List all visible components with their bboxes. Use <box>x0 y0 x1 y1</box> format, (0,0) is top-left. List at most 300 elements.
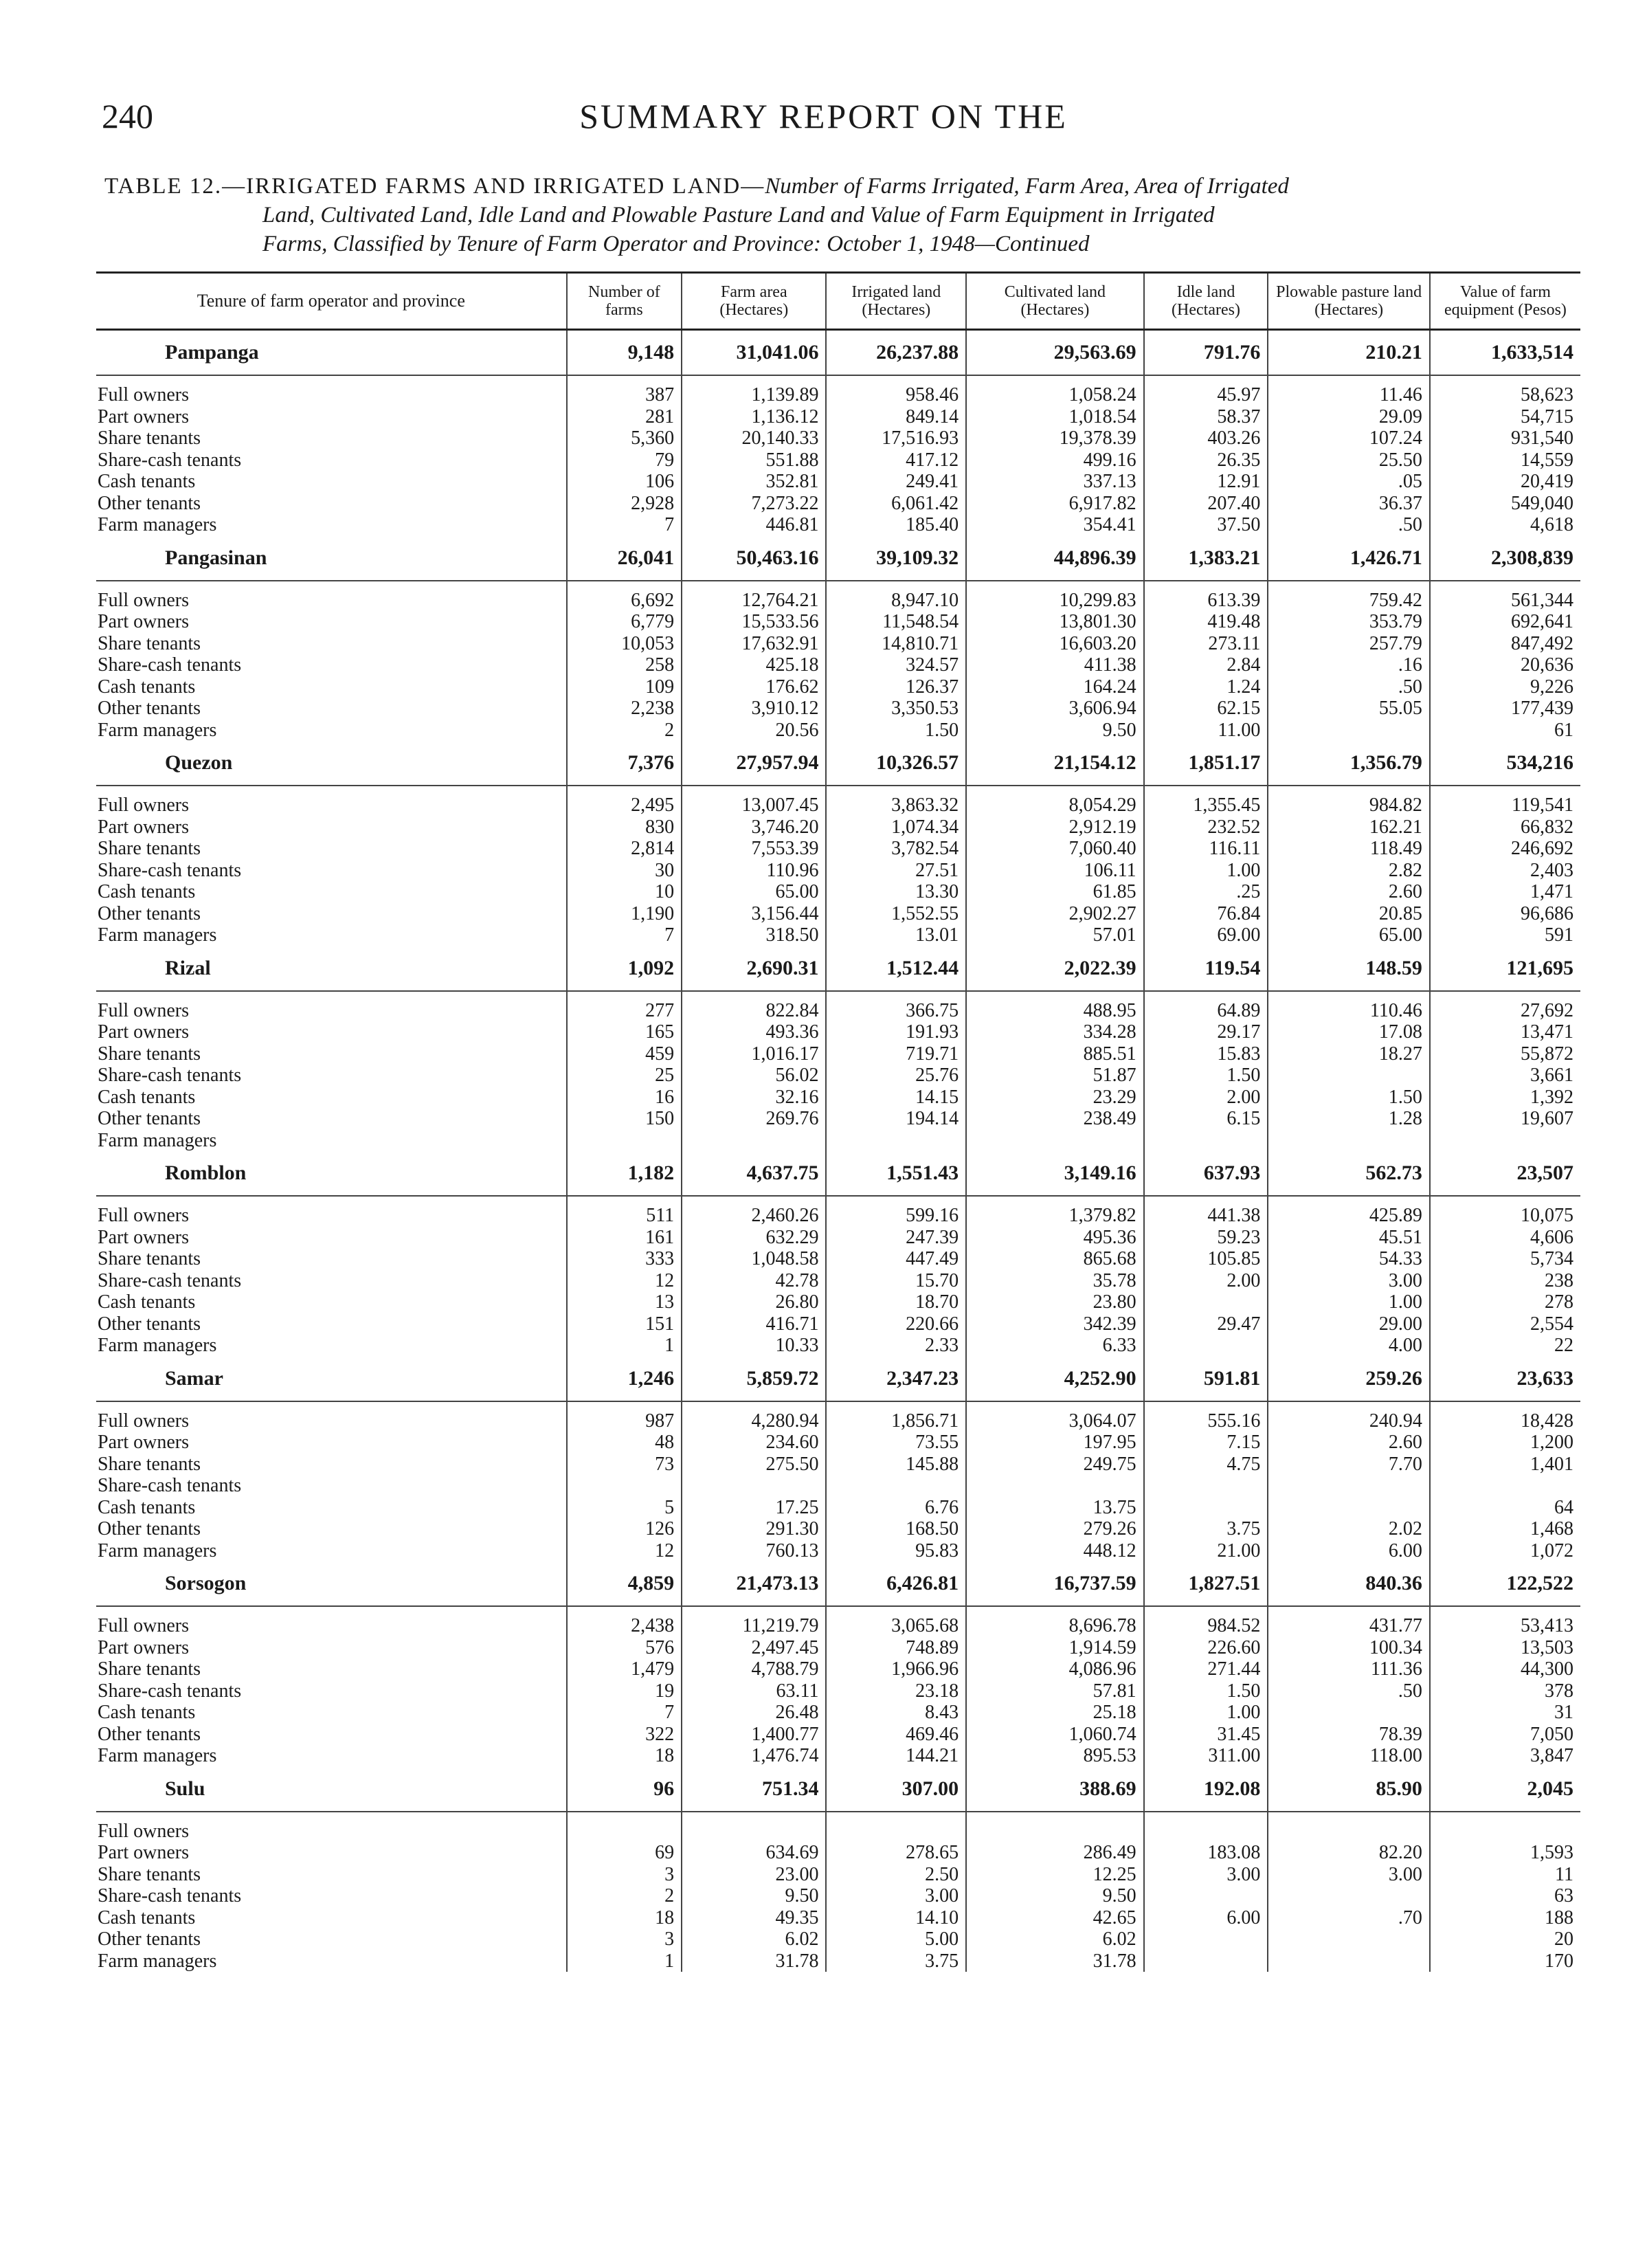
table-cell: 403.26 <box>1144 427 1268 449</box>
table-cell: 1.00 <box>1268 1291 1429 1313</box>
table-cell: 2 <box>567 1885 682 1907</box>
table-cell <box>567 1812 682 1843</box>
table-cell: 26.80 <box>682 1291 826 1313</box>
table-row <box>96 786 1580 816</box>
table-cell: 337.13 <box>966 471 1143 493</box>
table-cell: 23,507 <box>1430 1151 1580 1196</box>
table-cell: 105.85 <box>1144 1248 1268 1270</box>
table-cell: 1,471 <box>1430 881 1580 903</box>
statistics-table <box>96 271 1580 1972</box>
province-name: Rizal <box>96 946 567 991</box>
table-cell: 35.78 <box>966 1270 1143 1292</box>
table-row <box>96 1043 1580 1065</box>
table-cell: 27,957.94 <box>682 741 826 786</box>
table-cell: 26,041 <box>567 536 682 581</box>
table-cell: 7 <box>567 924 682 946</box>
table-cell: 12.91 <box>1144 471 1268 493</box>
table-cell: 387 <box>567 375 682 406</box>
table-cell: 16,737.59 <box>966 1561 1143 1606</box>
table-cell: 459 <box>567 1043 682 1065</box>
table-cell: 238 <box>1430 1270 1580 1292</box>
table-row <box>96 1606 1580 1637</box>
table-cell: 719.71 <box>826 1043 966 1065</box>
table-cell: 10,075 <box>1430 1196 1580 1227</box>
table-cell: 311.00 <box>1144 1745 1268 1767</box>
table-cell: 15.70 <box>826 1270 966 1292</box>
table-cell: 488.95 <box>966 991 1143 1022</box>
table-row <box>96 1065 1580 1087</box>
table-cell: 3,746.20 <box>682 816 826 838</box>
table-cell: 54.33 <box>1268 1248 1429 1270</box>
table-cell: 1,401 <box>1430 1454 1580 1476</box>
table-cell: 9.50 <box>682 1885 826 1907</box>
table-cell: .70 <box>1268 1907 1429 1929</box>
tenure-label: Cash tenants <box>98 1496 196 1518</box>
table-cell: 42.78 <box>682 1270 826 1292</box>
table-cell: 9.50 <box>966 1885 1143 1907</box>
table-cell: 2,928 <box>567 493 682 515</box>
table-cell: 441.38 <box>1144 1196 1268 1227</box>
table-cell: 551.88 <box>682 449 826 471</box>
table-cell: 378 <box>1430 1680 1580 1702</box>
table-cell: 11.46 <box>1268 375 1429 406</box>
province-total-row <box>96 1357 1580 1401</box>
table-cell: 1,551.43 <box>826 1151 966 1196</box>
table-cell: 126.37 <box>826 676 966 698</box>
province-total-row <box>96 1767 1580 1812</box>
table-cell: 48 <box>567 1432 682 1454</box>
table-cell: 1,392 <box>1430 1087 1580 1109</box>
table-row <box>96 1108 1580 1130</box>
table-cell: 3,149.16 <box>966 1151 1143 1196</box>
table-cell: 3,606.94 <box>966 698 1143 720</box>
table-row <box>96 1432 1580 1454</box>
table-row <box>96 471 1580 493</box>
table-cell: 5.00 <box>826 1928 966 1950</box>
table-cell: 576 <box>567 1637 682 1659</box>
table-cell: 8.43 <box>826 1702 966 1724</box>
table-row <box>96 1291 1580 1313</box>
table-cell: 849.14 <box>826 406 966 428</box>
table-cell: 1,479 <box>567 1658 682 1680</box>
table-cell: 431.77 <box>1268 1606 1429 1637</box>
table-row <box>96 1637 1580 1659</box>
table-cell <box>1268 720 1429 742</box>
table-cell: 634.69 <box>682 1842 826 1864</box>
tenure-label: Share tenants <box>98 838 201 859</box>
table-cell: 2.00 <box>1144 1087 1268 1109</box>
tenure-label: Part owners <box>98 1021 189 1043</box>
table-cell: 2,403 <box>1430 860 1580 882</box>
table-cell: 6,779 <box>567 611 682 633</box>
table-cell: 13 <box>567 1291 682 1313</box>
table-cell: 16 <box>567 1087 682 1109</box>
table-cell: 100.34 <box>1268 1637 1429 1659</box>
table-cell: 96,686 <box>1430 903 1580 925</box>
province-total-row <box>96 330 1580 376</box>
table-row <box>96 1724 1580 1746</box>
table-cell: 220.66 <box>826 1313 966 1335</box>
table-cell: 1,058.24 <box>966 375 1143 406</box>
table-cell: 119,541 <box>1430 786 1580 816</box>
table-cell: 3,350.53 <box>826 698 966 720</box>
table-cell: 12,764.21 <box>682 581 826 612</box>
table-cell: 6,061.42 <box>826 493 966 515</box>
table-cell <box>1144 1291 1268 1313</box>
table-cell: 1.50 <box>1144 1680 1268 1702</box>
table-cell: 210.21 <box>1268 330 1429 376</box>
table-row <box>96 676 1580 698</box>
table-cell: 247.39 <box>826 1227 966 1249</box>
table-cell: 425.89 <box>1268 1196 1429 1227</box>
table-row <box>96 1087 1580 1109</box>
province-name: Samar <box>96 1357 567 1401</box>
table-row <box>96 698 1580 720</box>
table-cell: 2,238 <box>567 698 682 720</box>
table-row <box>96 1313 1580 1335</box>
tenure-label: Full owners <box>98 794 189 816</box>
table-cell: 194.14 <box>826 1108 966 1130</box>
table-cell: 161 <box>567 1227 682 1249</box>
tenure-label: Full owners <box>98 999 189 1021</box>
table-cell: .16 <box>1268 654 1429 676</box>
table-cell: 31.78 <box>966 1950 1143 1972</box>
table-cell: 637.93 <box>1144 1151 1268 1196</box>
table-cell: 1.00 <box>1144 1702 1268 1724</box>
table-cell: 318.50 <box>682 924 826 946</box>
table-cell: 58,623 <box>1430 375 1580 406</box>
table-cell <box>567 1475 682 1497</box>
column-header: Number of farms <box>567 273 682 330</box>
table-cell: 599.16 <box>826 1196 966 1227</box>
table-cell: 17.25 <box>682 1497 826 1519</box>
table-row <box>96 1680 1580 1702</box>
table-row <box>96 1950 1580 1972</box>
province-name: Pampanga <box>96 330 567 376</box>
table-cell: 259.26 <box>1268 1357 1429 1401</box>
table-cell: 1,468 <box>1430 1518 1580 1540</box>
table-cell: 13,007.45 <box>682 786 826 816</box>
running-title: SUMMARY REPORT ON THE <box>579 97 1068 135</box>
table-cell: 170 <box>1430 1950 1580 1972</box>
table-cell: 107.24 <box>1268 427 1429 449</box>
table-cell: 958.46 <box>826 375 966 406</box>
table-cell <box>1268 1130 1429 1152</box>
table-cell: 8,696.78 <box>966 1606 1143 1637</box>
table-cell: 12 <box>567 1270 682 1292</box>
table-cell: 388.69 <box>966 1767 1143 1812</box>
table-cell: 324.57 <box>826 654 966 676</box>
table-cell: 4,788.79 <box>682 1658 826 1680</box>
table-cell: 411.38 <box>966 654 1143 676</box>
table-cell: 1 <box>567 1950 682 1972</box>
table-cell: 64.89 <box>1144 991 1268 1022</box>
tenure-label: Cash tenants <box>98 1291 196 1313</box>
table-row <box>96 1270 1580 1292</box>
table-cell: 895.53 <box>966 1745 1143 1767</box>
table-cell: 4,606 <box>1430 1227 1580 1249</box>
table-row <box>96 611 1580 633</box>
table-cell: 29.47 <box>1144 1313 1268 1335</box>
table-cell: 10,326.57 <box>826 741 966 786</box>
table-cell: 2.60 <box>1268 1432 1429 1454</box>
table-cell: 19,378.39 <box>966 427 1143 449</box>
table-cell: 66,832 <box>1430 816 1580 838</box>
tenure-label: Cash tenants <box>98 1086 196 1108</box>
table-cell: 6,692 <box>567 581 682 612</box>
table-cell: 164.24 <box>966 676 1143 698</box>
table-cell: 20 <box>1430 1928 1580 1950</box>
table-cell: 21,154.12 <box>966 741 1143 786</box>
table-cell: 122,522 <box>1430 1561 1580 1606</box>
table-cell: 110.96 <box>682 860 826 882</box>
table-cell: 4,252.90 <box>966 1357 1143 1401</box>
table-cell: 1.28 <box>1268 1108 1429 1130</box>
tenure-label: Share tenants <box>98 1863 201 1885</box>
table-cell: 13,471 <box>1430 1021 1580 1043</box>
table-cell: 118.49 <box>1268 838 1429 860</box>
table-cell: 499.16 <box>966 449 1143 471</box>
table-cell: 987 <box>567 1401 682 1432</box>
column-header: Value of farm equipment (Pesos) <box>1430 273 1580 330</box>
table-cell: 5,859.72 <box>682 1357 826 1401</box>
table-cell: 10.33 <box>682 1335 826 1357</box>
table-cell: 1,072 <box>1430 1540 1580 1562</box>
table-cell: 277 <box>567 991 682 1022</box>
table-cell: 840.36 <box>1268 1561 1429 1606</box>
tenure-label: Share-cash tenants <box>98 859 242 881</box>
province-name: Romblon <box>96 1151 567 1196</box>
table-cell: 2.82 <box>1268 860 1429 882</box>
table-cell: 37.50 <box>1144 514 1268 536</box>
column-header: Cultivated land (Hectares) <box>966 273 1143 330</box>
table-cell: 76.84 <box>1144 903 1268 925</box>
tenure-label: Other tenants <box>98 1723 201 1745</box>
table-row <box>96 1907 1580 1929</box>
table-cell: 144.21 <box>826 1745 966 1767</box>
tenure-label: Cash tenants <box>98 881 196 902</box>
caption-line-3: Farms, Classified by Tenure of Farm Operator and Province: October 1, 1948—Continued <box>262 232 1090 256</box>
table-cell: 9,226 <box>1430 676 1580 698</box>
table-cell: 3.00 <box>1144 1864 1268 1886</box>
table-row <box>96 1227 1580 1249</box>
table-cell: 109 <box>567 676 682 698</box>
table-cell: 1,092 <box>567 946 682 991</box>
table-cell: 21,473.13 <box>682 1561 826 1606</box>
table-cell: 29.17 <box>1144 1021 1268 1043</box>
table-cell <box>1144 1928 1268 1950</box>
table-cell <box>1144 1885 1268 1907</box>
table-cell <box>1268 1475 1429 1497</box>
table-cell: 27,692 <box>1430 991 1580 1022</box>
table-cell: 64 <box>1430 1497 1580 1519</box>
table-cell: 20,140.33 <box>682 427 826 449</box>
table-cell: 3.00 <box>1268 1864 1429 1886</box>
tenure-label: Full owners <box>98 1410 189 1432</box>
table-cell: 1.50 <box>1144 1065 1268 1087</box>
table-cell: 18.70 <box>826 1291 966 1313</box>
table-cell: 18,428 <box>1430 1401 1580 1432</box>
table-cell: 8,054.29 <box>966 786 1143 816</box>
tenure-label: Other tenants <box>98 492 201 514</box>
table-cell <box>1144 1475 1268 1497</box>
table-cell: 6.00 <box>1268 1540 1429 1562</box>
table-cell: 1,552.55 <box>826 903 966 925</box>
table-row <box>96 1702 1580 1724</box>
table-cell: 751.34 <box>682 1767 826 1812</box>
table-cell: 446.81 <box>682 514 826 536</box>
table-cell: 20,636 <box>1430 654 1580 676</box>
table-cell: 1,018.54 <box>966 406 1143 428</box>
table-row <box>96 406 1580 428</box>
table-cell: 2,347.23 <box>826 1357 966 1401</box>
table-cell: 61.85 <box>966 881 1143 903</box>
table-cell: 278.65 <box>826 1842 966 1864</box>
table-cell: 352.81 <box>682 471 826 493</box>
table-cell: 39,109.32 <box>826 536 966 581</box>
tenure-label: Farm managers <box>98 924 217 946</box>
tenure-label: Other tenants <box>98 698 201 719</box>
table-label: TABLE 12.—IRRIGATED FARMS AND IRRIGATED LAND— <box>104 174 765 199</box>
table-cell: 3 <box>567 1928 682 1950</box>
table-cell <box>966 1812 1143 1843</box>
table-cell: 14.10 <box>826 1907 966 1929</box>
table-cell: 1,400.77 <box>682 1724 826 1746</box>
table-cell: 760.13 <box>682 1540 826 1562</box>
table-cell: 6.02 <box>966 1928 1143 1950</box>
table-cell: 3,065.68 <box>826 1606 966 1637</box>
table-cell: 176.62 <box>682 676 826 698</box>
tenure-label: Share-cash tenants <box>98 1885 242 1906</box>
table-cell: 23,633 <box>1430 1357 1580 1401</box>
table-cell: 495.36 <box>966 1227 1143 1249</box>
table-caption <box>104 172 1595 258</box>
table-cell: 511 <box>567 1196 682 1227</box>
table-cell: 20.56 <box>682 720 826 742</box>
tenure-label: Cash tenants <box>98 471 196 492</box>
province-total-row <box>96 536 1580 581</box>
table-cell: 1,383.21 <box>1144 536 1268 581</box>
caption-line-1: Number of Farms Irrigated, Farm Area, Area of Irrigated <box>765 174 1289 199</box>
table-cell: 106 <box>567 471 682 493</box>
table-cell: 2,554 <box>1430 1313 1580 1335</box>
table-cell: 279.26 <box>966 1518 1143 1540</box>
tenure-label: Full owners <box>98 1820 189 1842</box>
province-total-row <box>96 1561 1580 1606</box>
tenure-label: Part owners <box>98 1842 189 1863</box>
table-cell <box>682 1130 826 1152</box>
table-cell: 307.00 <box>826 1767 966 1812</box>
table-cell: .25 <box>1144 881 1268 903</box>
table-row <box>96 1658 1580 1680</box>
table-cell: 32.16 <box>682 1087 826 1109</box>
table-cell: 562.73 <box>1268 1151 1429 1196</box>
tenure-label: Farm managers <box>98 1745 217 1766</box>
table-cell: 416.71 <box>682 1313 826 1335</box>
table-cell: 2 <box>567 720 682 742</box>
table-cell: 238.49 <box>966 1108 1143 1130</box>
table-cell: 5,360 <box>567 427 682 449</box>
table-cell <box>966 1130 1143 1152</box>
table-row <box>96 881 1580 903</box>
province-name: Sulu <box>96 1767 567 1812</box>
tenure-label: Other tenants <box>98 1108 201 1129</box>
table-cell: 49.35 <box>682 1907 826 1929</box>
column-header: Tenure of farm operator and province <box>96 273 567 330</box>
table-cell: 275.50 <box>682 1454 826 1476</box>
table-cell: 17,632.91 <box>682 633 826 655</box>
table-cell: 5 <box>567 1497 682 1519</box>
table-cell: 21.00 <box>1144 1540 1268 1562</box>
tenure-label: Share tenants <box>98 1658 201 1680</box>
table-cell: 4,859 <box>567 1561 682 1606</box>
table-cell: 353.79 <box>1268 611 1429 633</box>
table-cell: 57.81 <box>966 1680 1143 1702</box>
table-cell: 51.87 <box>966 1065 1143 1087</box>
table-body <box>96 330 1580 1972</box>
province-name: Sorsogon <box>96 1561 567 1606</box>
table-cell: 2.50 <box>826 1864 966 1886</box>
table-cell: 1,856.71 <box>826 1401 966 1432</box>
table-cell: 417.12 <box>826 449 966 471</box>
tenure-label: Cash tenants <box>98 1702 196 1723</box>
table-cell: 447.49 <box>826 1248 966 1270</box>
table-cell: 10 <box>567 881 682 903</box>
tenure-label: Share-cash tenants <box>98 1269 242 1291</box>
table-cell: 232.52 <box>1144 816 1268 838</box>
table-cell: 106.11 <box>966 860 1143 882</box>
table-cell: 126 <box>567 1518 682 1540</box>
table-cell: 931,540 <box>1430 427 1580 449</box>
table-cell: 249.41 <box>826 471 966 493</box>
table-cell <box>1430 1130 1580 1152</box>
table-cell: 3.75 <box>1144 1518 1268 1540</box>
table-cell: 1,060.74 <box>966 1724 1143 1746</box>
table-cell: 23.00 <box>682 1864 826 1886</box>
tenure-label: Full owners <box>98 589 189 611</box>
table-cell: 3 <box>567 1864 682 1886</box>
table-row <box>96 1864 1580 1886</box>
table-row <box>96 1130 1580 1152</box>
table-cell <box>1268 1885 1429 1907</box>
table-row <box>96 1497 1580 1519</box>
table-cell: 3,661 <box>1430 1065 1580 1087</box>
table-cell: 23.18 <box>826 1680 966 1702</box>
tenure-label: Farm managers <box>98 1539 217 1561</box>
table-cell: 45.51 <box>1268 1227 1429 1249</box>
table-cell: 1,851.17 <box>1144 741 1268 786</box>
table-cell: 1,074.34 <box>826 816 966 838</box>
table-cell: 10,053 <box>567 633 682 655</box>
table-row <box>96 1842 1580 1864</box>
table-cell: 185.40 <box>826 514 966 536</box>
table-cell: 448.12 <box>966 1540 1143 1562</box>
table-cell <box>1144 1335 1268 1357</box>
table-row <box>96 924 1580 946</box>
table-cell: 13.75 <box>966 1497 1143 1519</box>
table-cell: 549,040 <box>1430 493 1580 515</box>
table-cell: 3.75 <box>826 1950 966 1972</box>
table-cell <box>1144 1812 1268 1843</box>
table-row <box>96 449 1580 471</box>
table-cell: 13,503 <box>1430 1637 1580 1659</box>
province-total-row <box>96 1151 1580 1196</box>
table-cell: .50 <box>1268 676 1429 698</box>
table-cell: 333 <box>567 1248 682 1270</box>
table-cell <box>826 1130 966 1152</box>
table-cell: 278 <box>1430 1291 1580 1313</box>
tenure-label: Farm managers <box>98 1335 217 1356</box>
